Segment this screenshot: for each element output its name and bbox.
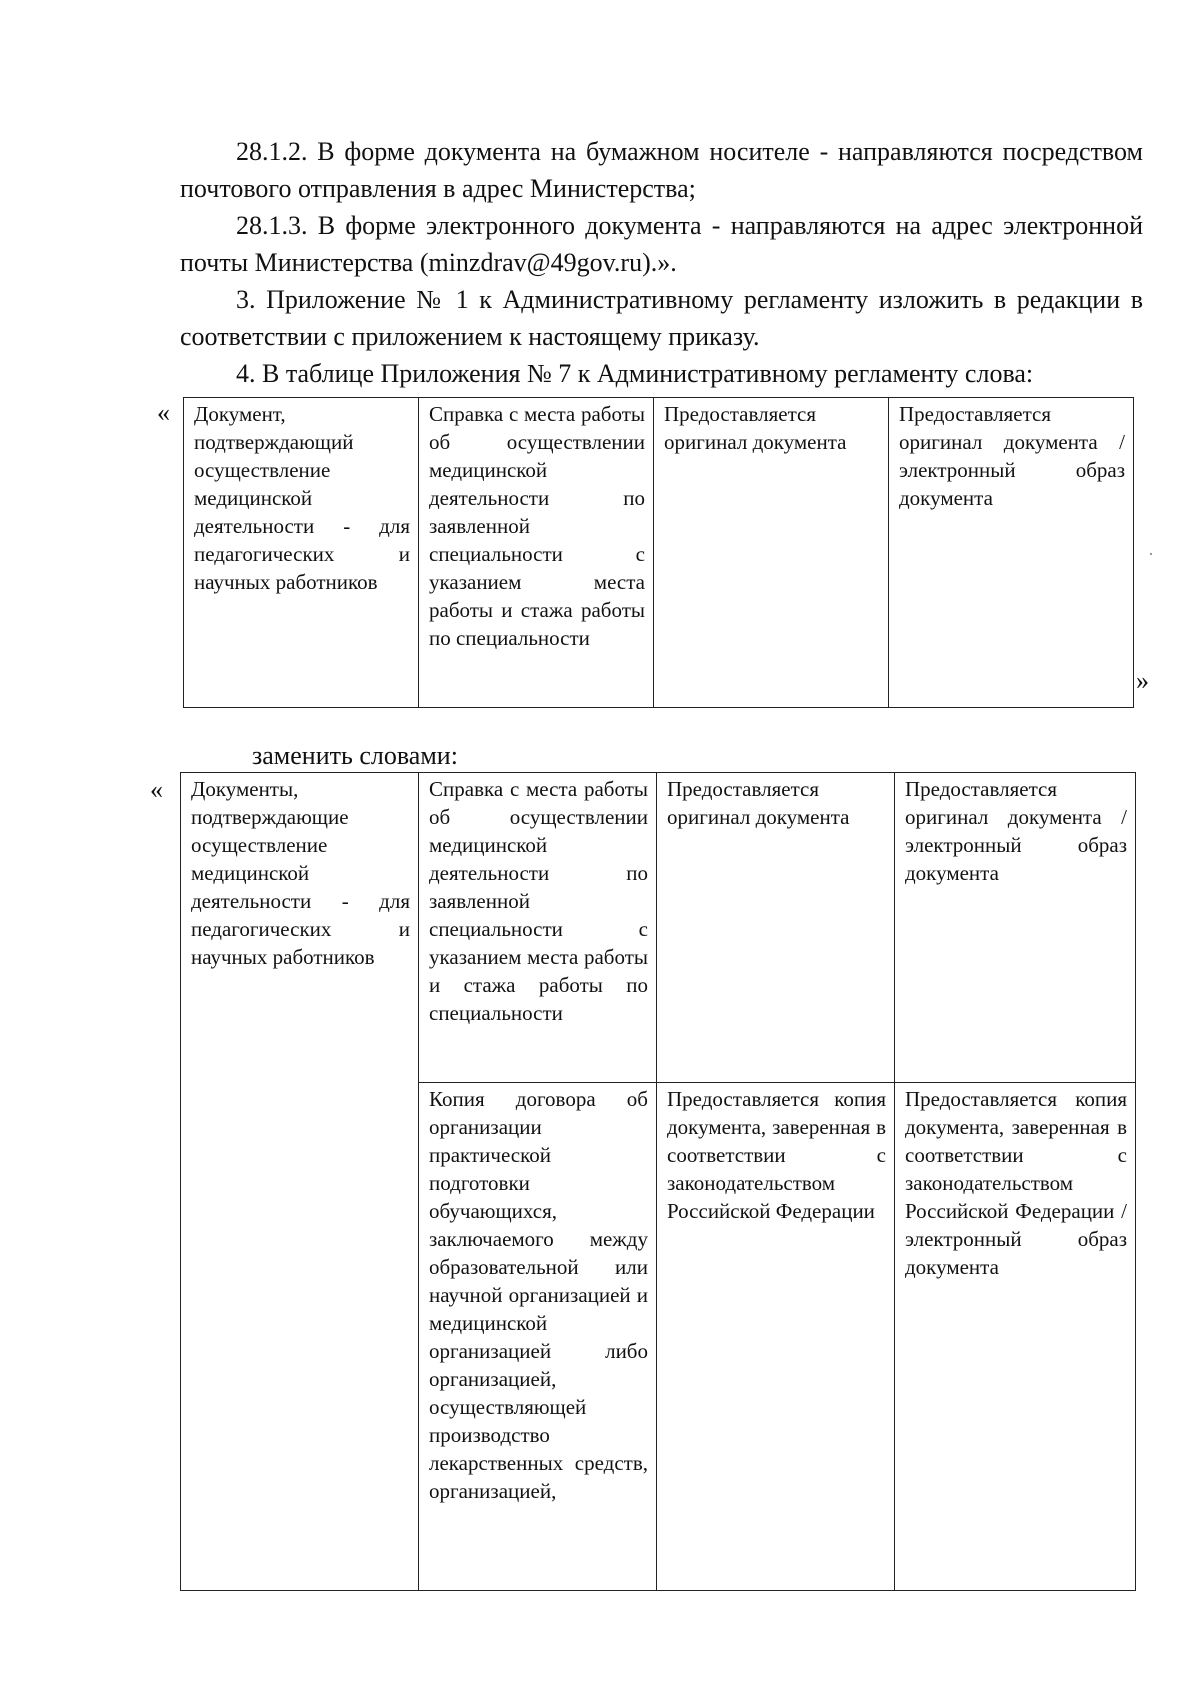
new-words-table (180, 772, 1136, 1591)
paragraph-28-1-2: 28.1.2. В форме документа на бумажном носителе - направляются посредством почтового отправления в адрес Министерства; (180, 137, 1143, 203)
table-cell: Документы, подтверждающие осуществление медицинской деятельности - для педагогических и научных работников (181, 773, 419, 1591)
paragraph-4: 4. В таблице Приложения № 7 к Административному регламенту слова: (236, 359, 1034, 388)
table-cell: Копия договора об организации практической подготовки обучающихся, заключаемого между образовательной или научной организацией и медицинской организацией либо организацией, осуществляющей производство лекарственных средств, организацией, (419, 1083, 657, 1591)
table-cell: Справка с места работы об осуществлении медицинской деятельности по заявленной специальности с указанием места работы и стажа работы по специальности (419, 398, 654, 708)
replace-label: заменить словами: (252, 741, 458, 770)
close-quote-1: » (1136, 666, 1149, 695)
table-row (184, 398, 1134, 708)
scan-speck (1150, 553, 1152, 555)
paragraph-3: 3. Приложение № 1 к Административному регламенту изложить в редакции в соответствии с приложением к настоящему приказу. (180, 285, 1143, 351)
old-words-table (183, 397, 1134, 708)
table-cell: Предоставляется оригинал документа (657, 773, 895, 1083)
table-cell: Предоставляется оригинал документа / электронный образ документа (895, 773, 1136, 1083)
table-row (181, 773, 1136, 1083)
open-quote-2: « (150, 775, 163, 804)
table-cell: Предоставляется оригинал документа (654, 398, 889, 708)
table-cell: Документ, подтверждающий осуществление медицинской деятельности - для педагогических и научных работников (184, 398, 419, 708)
table-cell: Предоставляется копия документа, заверенная в соответствии с законодательством Российской Федерации (657, 1083, 895, 1591)
table-cell: Предоставляется оригинал документа / электронный образ документа (889, 398, 1134, 708)
paragraph-28-1-3: 28.1.3. В форме электронного документа - направляются на адрес электронной почты Министерства (minzdrav@49gov.ru).». (180, 211, 1143, 277)
table-cell: Предоставляется копия документа, заверенная в соответствии с законодательством Российской Федерации / электронный образ документа (895, 1083, 1136, 1591)
open-quote-1: « (157, 398, 170, 427)
table-cell: Справка с места работы об осуществлении медицинской деятельности по заявленной специальности с указанием места работы и стажа работы по специальности (419, 773, 657, 1083)
